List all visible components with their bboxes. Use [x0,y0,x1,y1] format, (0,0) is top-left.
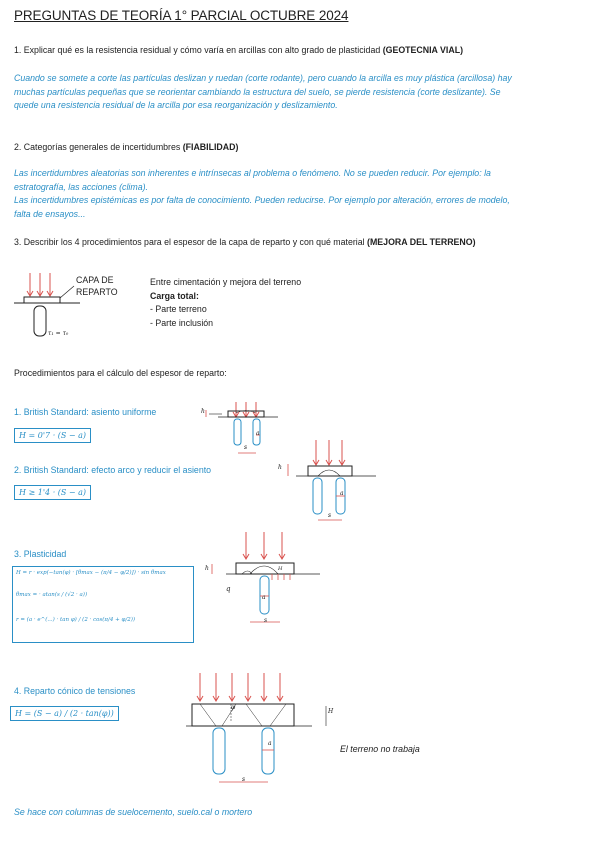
question-3-tag: (MEJORA DEL TERRENO) [367,237,476,247]
footer-note: Se hace con columnas de suelocemento, suelo.cal o mortero [14,807,253,817]
method-1-s-label: s [244,444,248,451]
method-4-s-label: s [242,776,246,783]
answer-1-line: Cuando se somete a corte las partículas deslizan y ruedan (corte rodante), pero cuando la arcilla es muy plástica (arcillosa) hay [14,73,512,83]
method-1-formula: H = 0'7 · (S − a) [14,428,91,443]
question-2 [14,142,238,152]
method-2-a-label: a [340,490,344,497]
method-4-title: 4. Reparto cónico de tensiones [14,686,136,696]
method-2-s-label: s [328,512,332,519]
answer-2-line: falta de ensayos... [14,208,86,219]
method-1-title: 1. British Standard: asiento uniforme [14,407,157,417]
method-4-diagram [186,670,346,795]
desc-line: - Parte terreno [150,304,207,314]
method-4-H-label: H [328,708,334,715]
answer-2-line: estratografía, las acciones (clima). [14,181,148,192]
method-1-diagram [200,400,290,460]
method-3-h-label: h [205,565,209,572]
method-3-diagram [200,530,330,630]
method-4-formula: H = (S − a) / (2 · tan(φ)) [10,706,119,721]
answer-2-line: Las incertidumbres aleatorias son inherentes e intrínsecas al problema o fenómeno. No se pueden reducir. Por ejemplo: la [14,168,491,178]
method-3-formula-2: θmax = · atan(s / (√2 · a)) [16,592,88,598]
method-3-H-label: H [278,566,283,572]
desc-line: Entre cimentación y mejora del terreno [150,277,302,287]
method-3-s-label: s [264,617,268,624]
answer-2 [14,167,586,221]
method-2-h-label: h [278,464,282,471]
capa-reparto-diagram [10,270,140,345]
label-line: REPARTO [76,287,118,297]
answer-1-line: muchas partículas pequeñas que se reorientar cambiando la estructura del suelo, se pierde resistencia (corte deslizante). Se [14,86,501,97]
desc-line: - Parte inclusión [150,317,214,328]
method-4-phi-label: φ [231,704,236,711]
capa-reparto-label [76,274,118,298]
question-1-tag: (GEOTECNIA VIAL) [382,45,463,55]
capa-reparto-description [150,276,301,330]
page-title: PREGUNTAS DE TEORÍA 1° PARCIAL OCTUBRE 2024 [14,8,349,23]
desc-line: Carga total: [150,290,199,301]
question-3-text: 3. Describir los 4 procedimientos para el espesor de la capa de reparto y con qué material [14,237,368,247]
method-1-h-label: h [201,408,205,415]
method-3-formula-box [12,566,194,643]
method-1-a-label: a [256,430,260,437]
no-work-note: El terreno no trabaja [340,744,420,754]
method-2-formula: H ≥ 1'4 · (S − a) [14,485,91,500]
question-2-text: 2. Categorías generales de incertidumbres [14,142,183,152]
method-3-q-label: q [226,585,231,593]
method-2-title: 2. British Standard: efecto arco y reducir el asiento [14,465,212,475]
answer-1-line: quede una resistencia residual de la arcilla por esa reorganización y deslizamiento. [14,100,338,110]
method-3-a-label: a [262,594,266,601]
answer-1 [14,72,586,113]
procedures-heading: Procedimientos para el cálculo del espesor de reparto: [14,368,227,378]
column-stress-label: τ₁ = τ₀ [48,330,69,337]
question-1 [14,45,463,55]
method-3-title: 3. Plasticidad [14,549,67,559]
question-1-text: 1. Explicar qué es la resistencia residual y cómo varía en arcillas con alto grado de plasticidad [14,45,383,55]
question-3 [14,237,476,247]
answer-2-line: Las incertidumbres epistémicas es por falta de conocimiento. Pueden reducirse. Por ejemplo por alteración, errores de modelo, [14,195,510,205]
label-line: CAPA DE [76,275,114,285]
question-2-tag: (FIABILIDAD) [182,142,239,152]
method-3-formula-3: r = (a · e^(...) · tan φ) / (2 · cos(π/4 + φ/2)) [16,617,135,623]
method-4-a-label: a [268,740,272,747]
method-3-formula-1: H = r · exp(−tan(φ) · [θmax − (π/4 − φ/2)]) · sin θmax [16,570,166,576]
